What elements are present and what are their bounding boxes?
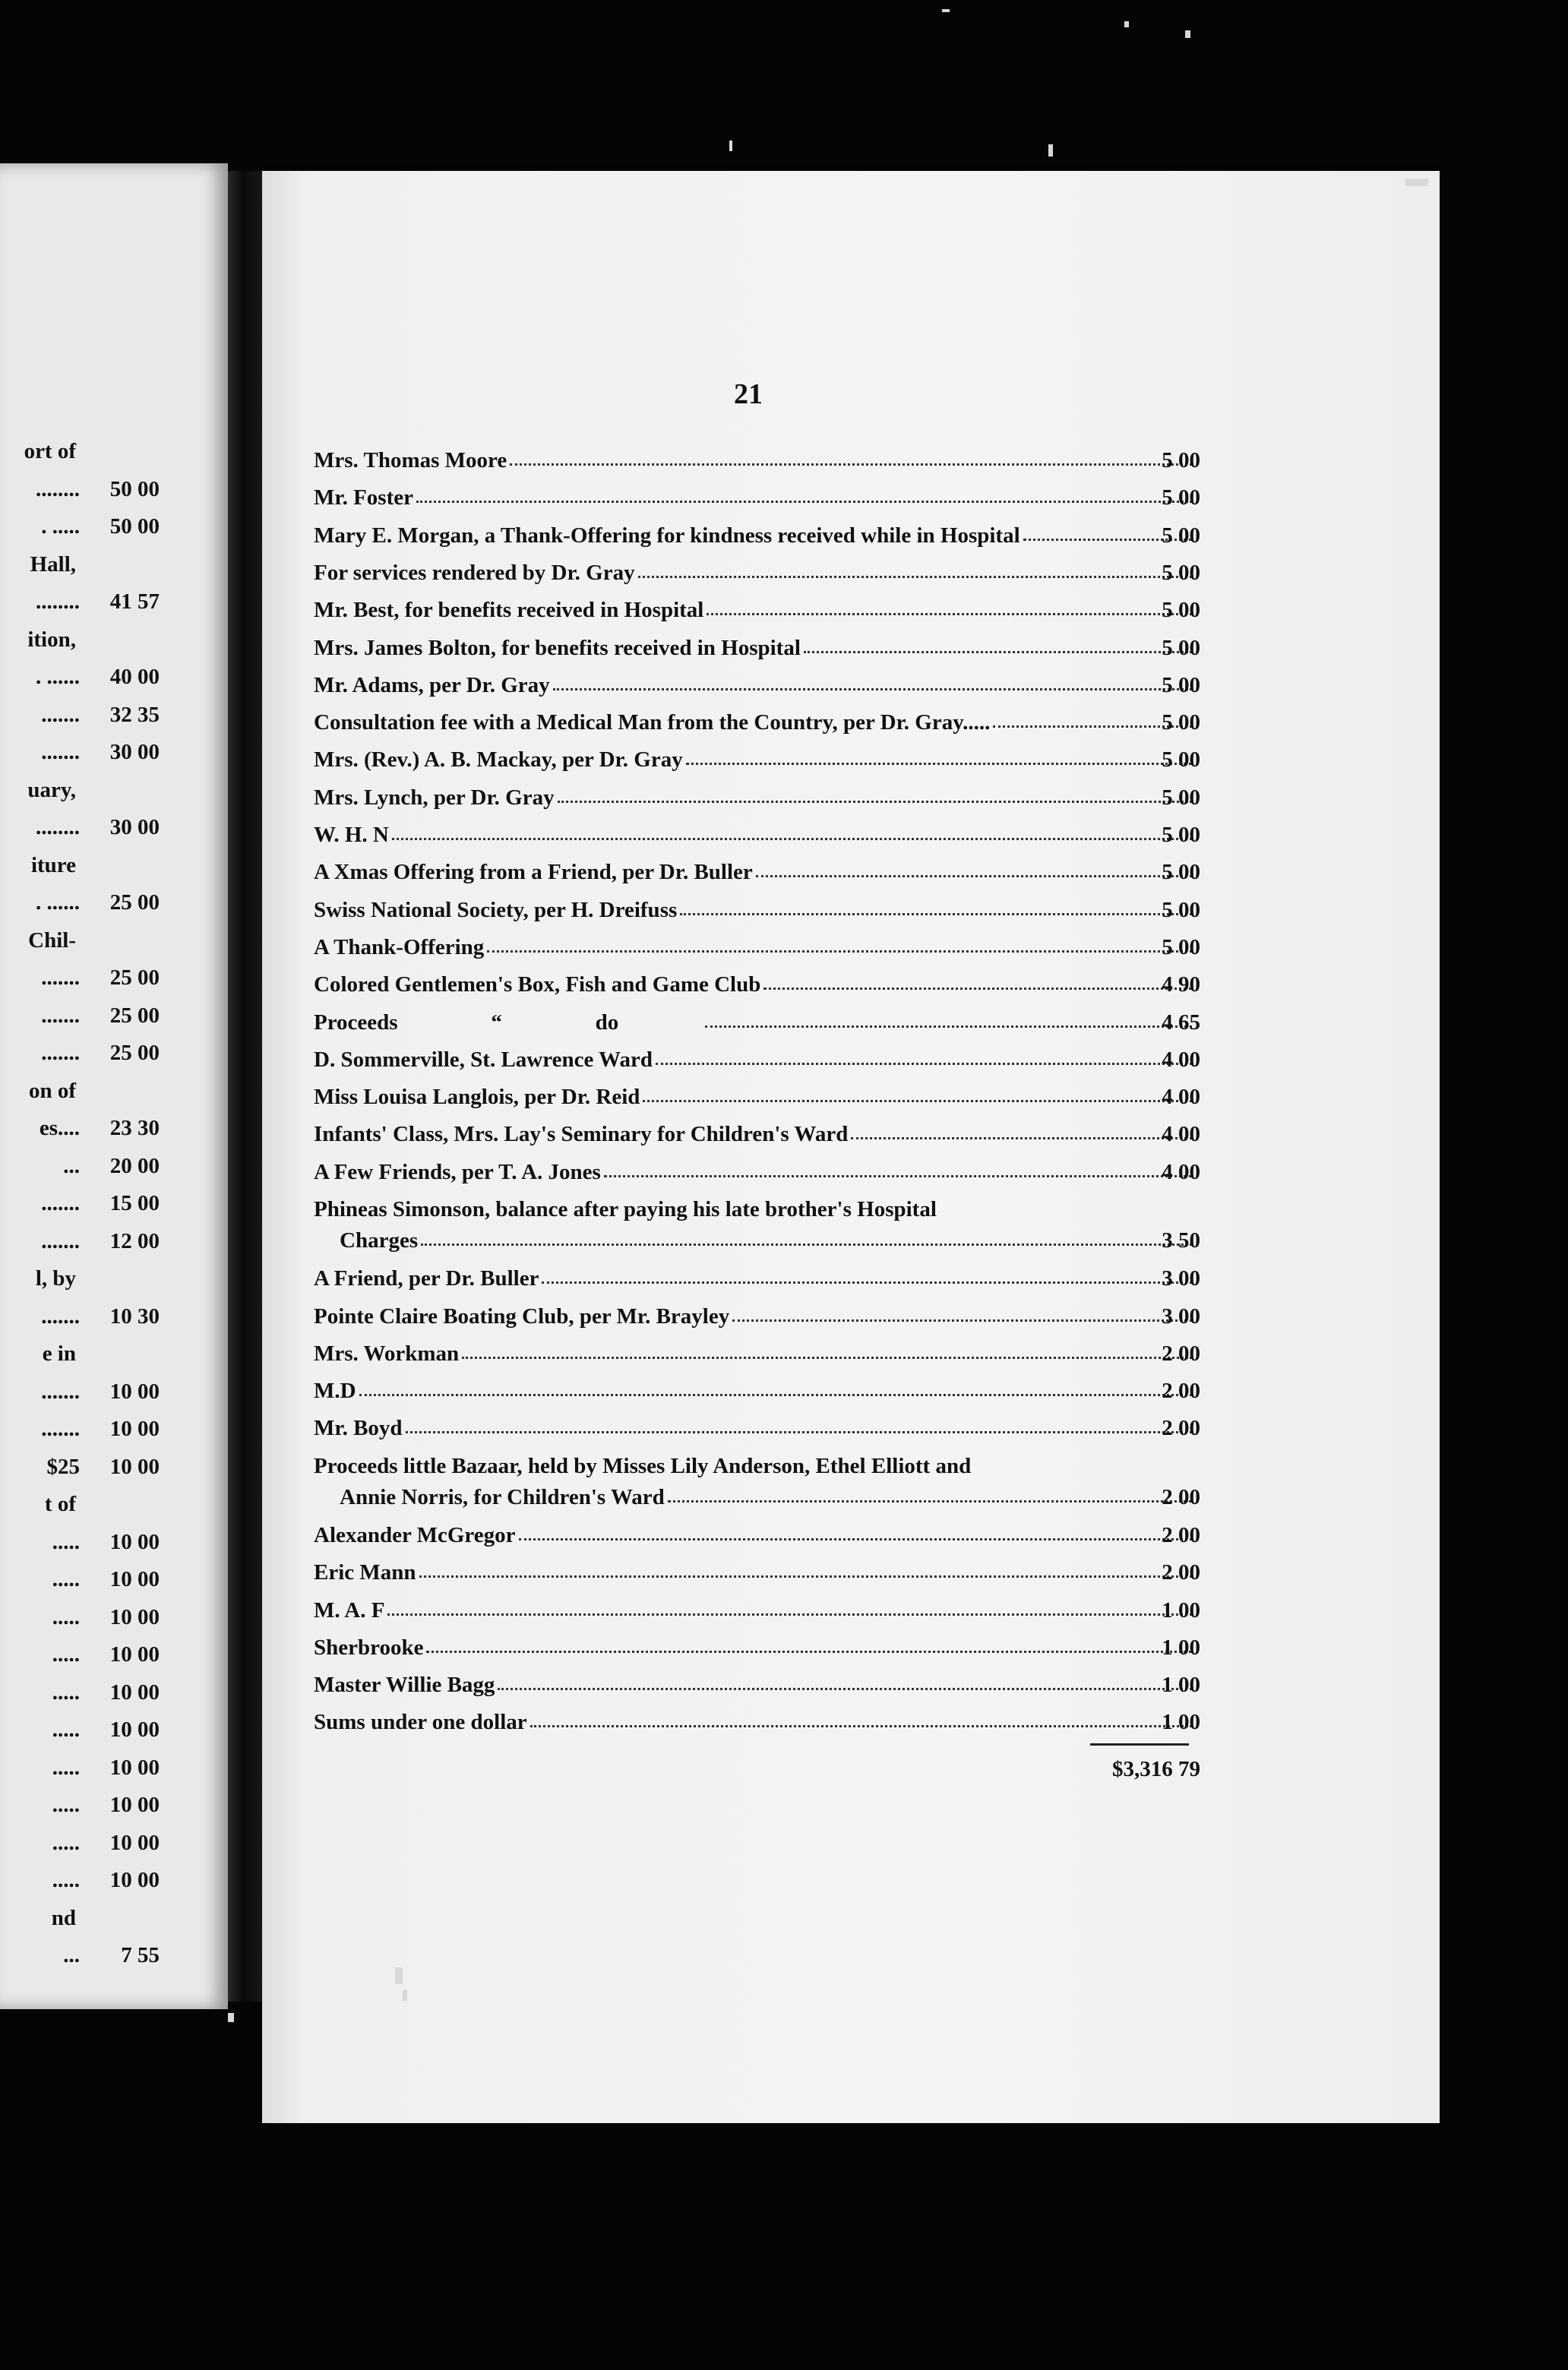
donation-row [314,974,1195,1003]
left-line-amount: 10 00 [109,1717,160,1742]
left-line-text: ..... [52,1868,80,1892]
donation-amount: 5 00 [1162,598,1200,622]
donor-label: Master Willie Bagg [314,1673,495,1697]
total-amount: $3,316 79 [1112,1757,1200,1781]
donation-amount: 3 50 [1162,1228,1200,1253]
donor-label: Sherbrooke [314,1635,424,1660]
dot-leader [416,489,1192,504]
donation-row [314,450,1195,479]
donor-label: Mrs. James Bolton, for benefits received in Hospital [314,636,801,660]
donation-amount: 5 00 [1162,747,1200,772]
donation-row [314,1600,1195,1629]
left-line-text: ....... [41,1003,80,1028]
donor-label: A Xmas Offering from a Friend, per Dr. Buller [314,860,753,884]
left-line-amount: 41 57 [109,589,160,614]
donation-amount: 4 00 [1162,1048,1200,1072]
left-line-amount: 10 00 [109,1455,160,1479]
donation-row [314,1343,1195,1372]
left-line-text: t of [44,1492,76,1516]
left-line-amount: 10 00 [109,1755,160,1780]
left-line-text: . ...... [36,890,80,915]
donor-label: Mary E. Morgan, a Thank-Offering for kindness received while in Hospital [314,523,1020,548]
left-line-text: ....... [41,1191,80,1215]
donation-row [314,675,1195,703]
dot-leader [686,751,1192,766]
donor-label: Mrs. (Rev.) A. B. Mackay, per Dr. Gray [314,747,683,772]
ditto-mark: “ [491,1010,502,1035]
left-line-text: ..... [52,1680,80,1705]
left-line-amount: 10 00 [109,1379,160,1404]
donor-label: Swiss National Society, per H. Dreifuss [314,898,678,922]
left-line-amount: 50 00 [109,514,160,539]
scan-speck [1185,30,1190,38]
donation-row [314,749,1195,778]
donation-row [314,637,1195,666]
left-line-text: ..... [52,1717,80,1742]
left-line-text: ... [63,1154,80,1178]
donation-amount: 2 00 [1162,1416,1200,1440]
donor-label: A Friend, per Dr. Buller [314,1266,539,1291]
left-line-text: . ...... [36,665,80,689]
dot-leader [680,902,1192,917]
scan-speck [729,141,732,151]
dot-leader [604,1164,1192,1179]
donation-row [314,1049,1195,1078]
donor-label: Sums under one dollar [314,1710,527,1734]
left-line-amount: 10 30 [109,1304,160,1329]
left-line-text: Hall, [30,552,76,577]
dot-leader [387,1602,1192,1617]
left-line-amount: 10 00 [109,1793,160,1817]
book-gutter [228,171,266,2002]
donor-label: Infants' Class, Mrs. Lay's Seminary for Children's Ward [314,1122,849,1146]
left-line-amount: 50 00 [109,477,160,501]
scan-speck [403,1990,407,2001]
left-line-text: nd [51,1906,76,1930]
dot-leader [462,1345,1192,1360]
left-line-text: ....... [41,1417,80,1441]
donor-label: Eric Mann [314,1560,416,1585]
donation-row [314,787,1195,816]
donor-label: Phineas Simonson, balance after paying his late brother's Hospital [314,1197,937,1221]
left-line-amount: 10 00 [109,1567,160,1591]
donation-amount: 2 00 [1162,1485,1200,1509]
donation-row [340,1230,1195,1259]
scan-speck [1124,21,1129,27]
left-line-text: ..... [52,1642,80,1667]
left-line-amount: 40 00 [109,665,160,689]
left-line-text: ....... [41,1379,80,1404]
left-line-amount: 20 00 [109,1154,160,1178]
left-page-fragment [0,163,228,2009]
left-line-text: ..... [52,1567,80,1591]
donation-amount: 4 00 [1162,1085,1200,1109]
donation-amount: 5 00 [1162,673,1200,697]
left-line-amount: 10 00 [109,1605,160,1629]
dot-leader [974,1458,1192,1473]
left-line-amount: 30 00 [109,740,160,764]
donor-label: M.D [314,1379,356,1403]
donation-row [314,525,1195,554]
dot-leader [530,1714,1192,1729]
donation-row [314,1306,1195,1335]
dot-leader [421,1232,1192,1247]
left-line-text: l, by [35,1266,76,1291]
donation-row [314,1525,1195,1553]
donation-amount: 1 00 [1162,1710,1200,1734]
left-line-amount: 12 00 [109,1229,160,1253]
donation-row [314,1380,1195,1409]
dot-leader [359,1382,1192,1398]
donor-label: Mr. Adams, per Dr. Gray [314,673,550,697]
left-line-text: uary, [27,778,76,802]
donation-row [314,599,1195,628]
donor-label: A Thank-Offering [314,935,485,959]
donation-row [314,899,1195,928]
donation-amount: 5 00 [1162,860,1200,884]
scan-speck [228,2013,234,2022]
total-rule [1090,1743,1189,1746]
donation-amount: 4 90 [1162,972,1200,997]
dot-leader [542,1270,1192,1285]
left-line-amount: 10 00 [109,1642,160,1667]
donor-label: D. Sommerville, St. Lawrence Ward [314,1048,653,1072]
left-line-amount: 23 30 [109,1116,160,1140]
donation-amount: 4 65 [1162,1010,1200,1035]
donation-amount: 5 00 [1162,785,1200,810]
donation-row [314,937,1195,965]
left-line-text: ..... [52,1530,80,1554]
donation-row [314,824,1195,853]
donation-amount: 5 00 [1162,935,1200,959]
donor-label: Mrs. Thomas Moore [314,448,507,472]
dot-leader [426,1639,1192,1654]
left-line-text: $25 [46,1455,80,1479]
donation-amount: 4 00 [1162,1122,1200,1146]
donor-label: Proceeds little Bazaar, held by Misses Lily Anderson, Ethel Elliott and [314,1454,972,1478]
donation-row [314,1268,1195,1297]
donation-amount: 2 00 [1162,1341,1200,1366]
donation-amount: 1 00 [1162,1598,1200,1623]
donation-row [314,712,1195,741]
donation-row [314,1562,1195,1591]
donor-label: Alexander McGregor [314,1523,516,1547]
donation-amount: 2 00 [1162,1523,1200,1547]
scan-speck [1405,179,1428,186]
left-line-text: ........ [36,815,80,839]
left-line-text: ....... [41,703,80,727]
left-line-text: e in [42,1341,76,1366]
left-line-text: ..... [52,1605,80,1629]
donor-label: Mrs. Lynch, per Dr. Gray [314,785,555,810]
dot-leader [668,1489,1192,1504]
donor-label: Mr. Best, for benefits received in Hospital [314,598,704,622]
left-line-text: ition, [27,627,76,652]
donation-row [314,1199,1195,1228]
left-line-amount: 25 00 [109,965,160,990]
left-line-text: ........ [36,477,80,501]
scan-speck [1048,144,1053,156]
left-line-text: iture [30,853,76,877]
dot-leader [732,1308,1192,1323]
donor-label: Proceeds [314,1010,398,1035]
donor-label: Mrs. Workman [314,1341,460,1366]
donation-row [314,861,1195,890]
dot-leader [487,939,1192,954]
left-line-text: ..... [52,1755,80,1780]
donation-amount: 5 00 [1162,710,1200,735]
ditto-word: do [595,1010,619,1035]
donor-label: Charges [340,1228,419,1253]
left-line-text: ....... [41,1304,80,1329]
donation-amount: 5 00 [1162,448,1200,472]
dot-leader [558,789,1192,804]
donor-label: Consultation fee with a Medical Man from the Country, per Dr. Gray..... [314,710,991,735]
donation-row [314,1637,1195,1666]
dot-leader [656,1051,1192,1066]
donation-row [340,1487,1195,1515]
left-line-amount: 10 00 [109,1530,160,1554]
scan-speck [942,9,950,12]
donation-amount: 2 00 [1162,1560,1200,1585]
left-line-amount: 15 00 [109,1191,160,1215]
left-line-text: ........ [36,589,80,614]
donor-label: M. A. F [314,1598,385,1623]
donation-amount: 5 00 [1162,485,1200,510]
donation-row [314,1123,1195,1152]
left-line-text: ..... [52,1831,80,1855]
donation-amount: 4 00 [1162,1160,1200,1184]
dot-leader [707,602,1192,617]
donation-amount: 5 00 [1162,898,1200,922]
left-line-amount: 25 00 [109,1041,160,1065]
donor-label: A Few Friends, per T. A. Jones [314,1160,601,1184]
donor-label: For services rendered by Dr. Gray [314,561,635,585]
left-line-text: ... [63,1943,80,1967]
donation-amount: 1 00 [1162,1673,1200,1697]
donation-row [314,1711,1195,1740]
donation-row [314,1086,1195,1115]
dot-leader [419,1564,1192,1579]
left-line-text: es.... [39,1116,80,1140]
donation-amount: 3 00 [1162,1266,1200,1291]
dot-leader [940,1201,1192,1216]
donation-amount: 5 00 [1162,823,1200,847]
left-line-text: ....... [41,965,80,990]
left-line-amount: 30 00 [109,815,160,839]
left-line-amount: 25 00 [109,1003,160,1028]
left-line-text: ..... [52,1793,80,1817]
left-line-amount: 32 35 [109,703,160,727]
donation-row [314,1012,1195,1041]
dot-leader [406,1420,1192,1435]
donation-row [314,1161,1195,1190]
left-line-text: ....... [41,740,80,764]
dot-leader [553,677,1192,692]
donation-amount: 1 00 [1162,1635,1200,1660]
dot-leader [705,1014,1192,1029]
left-line-text: ort of [24,439,76,463]
dot-leader [498,1676,1192,1692]
left-line-text: on of [28,1079,76,1103]
left-line-text: Chil- [28,928,76,953]
page-number: 21 [734,378,763,410]
donation-amount: 5 00 [1162,636,1200,660]
left-line-amount: 10 00 [109,1831,160,1855]
donation-row [314,1417,1195,1446]
donation-row [314,487,1195,516]
left-line-text: ....... [41,1229,80,1253]
dot-leader [643,1089,1192,1104]
donation-row [314,562,1195,591]
dot-leader [392,826,1192,842]
left-line-amount: 10 00 [109,1868,160,1892]
donor-label: Miss Louisa Langlois, per Dr. Reid [314,1085,640,1109]
scan-speck [395,1967,403,1984]
left-line-text: . ..... [41,514,80,539]
dot-leader [510,452,1192,467]
dot-leader [519,1527,1193,1542]
left-line-amount: 7 55 [121,1943,160,1967]
donation-amount: 2 00 [1162,1379,1200,1403]
donor-label: Mr. Boyd [314,1416,403,1440]
left-line-amount: 10 00 [109,1417,160,1441]
donation-amount: 5 00 [1162,523,1200,548]
donation-amount: 5 00 [1162,561,1200,585]
donation-amount: 3 00 [1162,1304,1200,1329]
donor-label: Colored Gentlemen's Box, Fish and Game Club [314,972,761,997]
donor-label: Pointe Claire Boating Club, per Mr. Brayley [314,1304,730,1329]
donation-row [314,1674,1195,1703]
left-line-amount: 10 00 [109,1680,160,1705]
donor-label: W. H. N [314,823,389,847]
left-line-text: ....... [41,1041,80,1065]
donor-label: Mr. Foster [314,485,413,510]
donation-row [314,1455,1195,1484]
left-line-amount: 25 00 [109,890,160,915]
donor-label: Annie Norris, for Children's Ward [340,1485,665,1509]
dot-leader [638,564,1192,580]
